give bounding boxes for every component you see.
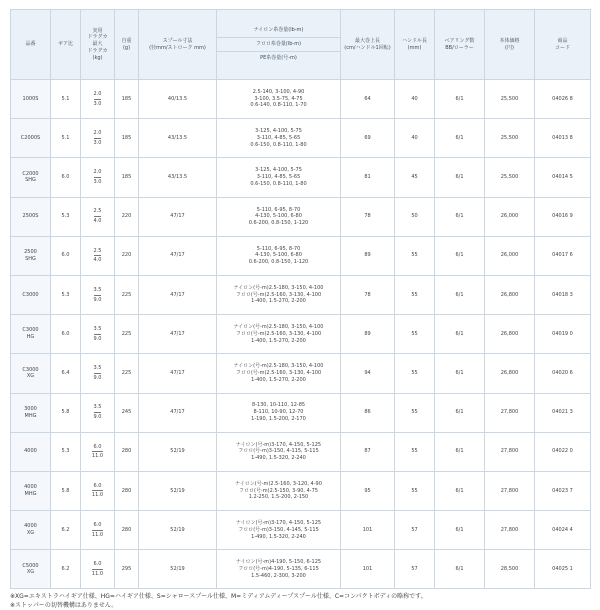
cell-model	[11, 119, 51, 158]
drag-practical: 2.5	[94, 248, 102, 257]
cell-drag	[81, 119, 115, 158]
cell-price: 26,800	[485, 275, 535, 314]
header-line-nylon: ナイロン糸巻量(lb-m)	[253, 27, 304, 34]
cell-weight: 185	[115, 119, 139, 158]
header-code-line: 商品	[557, 37, 568, 44]
model-name-line: XG	[26, 373, 35, 380]
model-name-line: MHG	[24, 412, 37, 419]
cell-gear: 5.1	[51, 80, 81, 119]
cell-drag	[81, 315, 115, 354]
cell-spool: 52/19	[139, 511, 217, 550]
header-weight	[115, 10, 139, 80]
model-name-line: C2000S	[20, 134, 41, 141]
drag-practical: 2.5	[94, 208, 102, 217]
cell-weight: 225	[115, 354, 139, 393]
drag-max: 9.0	[93, 296, 102, 303]
cell-price: 25,500	[485, 119, 535, 158]
drag-fraction	[94, 91, 102, 108]
line-nylon: 8-130, 10-110, 12-85	[251, 402, 306, 409]
cell-retrieve: 78	[341, 275, 395, 314]
cell-weight: 220	[115, 197, 139, 236]
table-row	[11, 315, 591, 354]
cell-model	[11, 197, 51, 236]
reel-spec-table	[10, 9, 591, 589]
cell-weight: 245	[115, 393, 139, 432]
line-fluoro: 3-110, 4-85, 5-65	[256, 134, 301, 141]
line-fluoro: 8-110, 10-90, 12-70	[253, 409, 304, 416]
cell-line-capacity	[217, 119, 341, 158]
drag-practical: 2.0	[94, 91, 102, 100]
cell-handle: 50	[395, 197, 435, 236]
header-model: 品番	[11, 10, 51, 80]
footnote: ※XG=エキストラハイギア仕様、HG=ハイギア仕様、S=シャロースプール仕様、M=ミディアムディープスプール仕様、C=コンパクトボディの略称です。	[10, 593, 427, 601]
cell-retrieve: 78	[341, 197, 395, 236]
cell-model	[11, 432, 51, 471]
cell-handle: 55	[395, 354, 435, 393]
drag-fraction	[94, 248, 102, 265]
line-nylon: 3-125, 4-100, 5-75	[255, 128, 302, 135]
cell-gear: 5.3	[51, 432, 81, 471]
header-bearing-line: ベアリング数	[444, 37, 475, 44]
drag-fraction	[92, 444, 103, 461]
cell-code: 04024 4	[535, 511, 591, 550]
cell-handle: 40	[395, 119, 435, 158]
cell-price: 27,800	[485, 393, 535, 432]
model-name-line: 4000	[24, 523, 37, 530]
cell-retrieve: 94	[341, 354, 395, 393]
cell-bearing: 6/1	[435, 158, 485, 197]
cell-drag	[81, 197, 115, 236]
line-pe: 1.5-460, 2-300, 3-200	[251, 572, 306, 579]
header-code	[535, 10, 591, 80]
drag-practical: 6.0	[92, 561, 103, 570]
cell-drag	[81, 236, 115, 275]
cell-code: 04017 6	[535, 236, 591, 275]
cell-weight: 185	[115, 158, 139, 197]
cell-drag	[81, 471, 115, 510]
cell-drag	[81, 158, 115, 197]
cell-line-capacity	[217, 275, 341, 314]
model-name-line: XG	[26, 530, 35, 537]
cell-model	[11, 236, 51, 275]
cell-model	[11, 393, 51, 432]
cell-model	[11, 158, 51, 197]
cell-weight: 280	[115, 471, 139, 510]
cell-model	[11, 511, 51, 550]
drag-fraction	[94, 365, 102, 382]
line-fluoro: 4-130, 5-100, 6-80	[255, 252, 302, 259]
header-line-fluoro: フロロ糸巻量(lb-m)	[217, 37, 340, 51]
model-name-line: 3000	[24, 405, 37, 412]
model-name-line: SHG	[25, 177, 36, 184]
cell-line-capacity	[217, 550, 341, 589]
line-nylon: ナイロン(号-m)2.5-180, 3-150, 4-100	[233, 363, 324, 370]
line-fluoro: フロロ(号-m)2.5-160, 3-130, 4-100	[235, 370, 322, 377]
cell-gear: 5.8	[51, 471, 81, 510]
cell-gear: 6.0	[51, 158, 81, 197]
cell-spool: 52/19	[139, 432, 217, 471]
cell-gear: 6.2	[51, 511, 81, 550]
line-fluoro: 3-100, 3.5-75, 4-75	[254, 95, 303, 102]
drag-max: 11.0	[91, 453, 104, 460]
cell-bearing: 6/1	[435, 80, 485, 119]
line-pe: 1-400, 1.5-270, 2-200	[251, 376, 306, 383]
header-price-line: 本体価格	[499, 37, 520, 44]
drag-max: 4.0	[93, 218, 102, 225]
cell-line-capacity	[217, 236, 341, 275]
table-row	[11, 119, 591, 158]
header-retrieve	[341, 10, 395, 80]
line-nylon: ナイロン(号-m)2.5-160, 3-120, 4-90	[235, 480, 322, 487]
header-handle-line: ハンドル長	[401, 37, 427, 44]
cell-bearing: 6/1	[435, 393, 485, 432]
line-nylon: ナイロン(号-m)4-190, 5-150, 6-125	[235, 559, 322, 566]
line-fluoro: 3-110, 4-85, 5-65	[256, 174, 301, 181]
header-drag	[81, 10, 115, 80]
header-gear: ギア比	[51, 10, 81, 80]
drag-max: 3.0	[93, 178, 102, 185]
header-weight-line: 自重	[121, 37, 132, 44]
cell-gear: 5.1	[51, 119, 81, 158]
cell-handle: 55	[395, 432, 435, 471]
line-nylon: 2.5-140, 3-100, 4-90	[252, 88, 305, 95]
header-line-pe: PE糸巻量(号-m)	[217, 51, 340, 65]
cell-price: 26,000	[485, 236, 535, 275]
line-nylon: ナイロン(号-m)3-170, 4-150, 5-125	[235, 441, 322, 448]
header-drag-line: 実用	[92, 27, 103, 34]
cell-gear: 6.2	[51, 550, 81, 589]
cell-retrieve: 64	[341, 80, 395, 119]
cell-bearing: 6/1	[435, 236, 485, 275]
cell-bearing: 6/1	[435, 471, 485, 510]
cell-handle: 55	[395, 471, 435, 510]
line-pe: 0.6-150, 0.8-110, 1-80	[250, 141, 307, 148]
table-row	[11, 236, 591, 275]
model-name-line: SHG	[25, 255, 36, 262]
cell-weight: 280	[115, 432, 139, 471]
cell-retrieve: 86	[341, 393, 395, 432]
drag-max: 3.0	[93, 100, 102, 107]
cell-handle: 55	[395, 236, 435, 275]
cell-gear: 5.3	[51, 197, 81, 236]
cell-spool: 47/17	[139, 236, 217, 275]
cell-handle: 55	[395, 275, 435, 314]
line-pe: 1-490, 1.5-320, 2-240	[251, 455, 306, 462]
line-pe: 1-400, 1.5-270, 2-200	[251, 298, 306, 305]
cell-drag	[81, 432, 115, 471]
cell-line-capacity	[217, 80, 341, 119]
drag-fraction	[92, 483, 103, 500]
cell-line-capacity	[217, 471, 341, 510]
cell-weight: 185	[115, 80, 139, 119]
drag-practical: 3.5	[94, 287, 102, 296]
cell-price: 26,800	[485, 354, 535, 393]
cell-weight: 225	[115, 275, 139, 314]
drag-max: 3.0	[93, 139, 102, 146]
cell-code: 04020 6	[535, 354, 591, 393]
cell-bearing: 6/1	[435, 511, 485, 550]
cell-spool: 43/13.5	[139, 119, 217, 158]
cell-retrieve: 69	[341, 119, 395, 158]
line-fluoro: フロロ(号-m)4-190, 5-135, 6-115	[238, 565, 319, 572]
drag-practical: 2.0	[94, 169, 102, 178]
header-drag-line: ドラグカ	[87, 34, 108, 41]
model-name-line: 4000	[24, 448, 37, 455]
cell-spool: 40/13.5	[139, 80, 217, 119]
table-row	[11, 80, 591, 119]
cell-weight: 225	[115, 315, 139, 354]
cell-bearing: 6/1	[435, 119, 485, 158]
cell-retrieve: 101	[341, 550, 395, 589]
table-row	[11, 197, 591, 236]
cell-retrieve: 87	[341, 432, 395, 471]
drag-practical: 6.0	[92, 483, 103, 492]
cell-bearing: 6/1	[435, 275, 485, 314]
header-row	[11, 10, 591, 80]
cell-code: 04019 0	[535, 315, 591, 354]
spec-table-container	[10, 9, 590, 610]
line-pe: 1-400, 1.5-270, 2-200	[251, 337, 306, 344]
cell-bearing: 6/1	[435, 315, 485, 354]
cell-code: 04026 8	[535, 80, 591, 119]
cell-line-capacity	[217, 511, 341, 550]
model-name-line: C5000	[22, 562, 39, 569]
line-pe: 0.6-200, 0.8-150, 1-120	[248, 259, 309, 266]
cell-price: 26,800	[485, 315, 535, 354]
cell-gear: 6.0	[51, 315, 81, 354]
table-row	[11, 158, 591, 197]
cell-spool: 47/17	[139, 197, 217, 236]
drag-max: 11.0	[91, 492, 104, 499]
drag-practical: 3.5	[94, 326, 102, 335]
cell-retrieve: 81	[341, 158, 395, 197]
model-name-line: C2000	[22, 170, 39, 177]
cell-retrieve: 89	[341, 236, 395, 275]
cell-price: 28,500	[485, 550, 535, 589]
cell-price: 26,000	[485, 197, 535, 236]
drag-fraction	[92, 561, 103, 578]
cell-model	[11, 80, 51, 119]
cell-price: 27,800	[485, 471, 535, 510]
cell-drag	[81, 80, 115, 119]
drag-max: 9.0	[93, 414, 102, 421]
drag-max: 9.0	[93, 335, 102, 342]
line-pe: 1-490, 1.5-320, 2-240	[251, 533, 306, 540]
cell-spool: 52/19	[139, 471, 217, 510]
line-nylon: 5-110, 6-95, 8-70	[256, 206, 301, 213]
table-row	[11, 354, 591, 393]
header-handle	[395, 10, 435, 80]
line-nylon: 3-125, 4-100, 5-75	[255, 167, 302, 174]
drag-fraction	[94, 169, 102, 186]
drag-fraction	[94, 326, 102, 343]
model-name-line: C3000	[22, 327, 39, 334]
model-name-line: C3000	[22, 291, 39, 298]
cell-model	[11, 550, 51, 589]
cell-spool: 43/13.5	[139, 158, 217, 197]
drag-fraction	[94, 130, 102, 147]
footnote: ※ストッパーの切替機構はありません。	[10, 601, 118, 609]
drag-practical: 6.0	[92, 444, 103, 453]
cell-retrieve: 95	[341, 471, 395, 510]
line-pe: 0.6-200, 0.8-150, 1-120	[248, 220, 309, 227]
cell-bearing: 6/1	[435, 432, 485, 471]
drag-max: 4.0	[93, 257, 102, 264]
cell-weight: 220	[115, 236, 139, 275]
line-fluoro: 4-130, 5-100, 6-80	[255, 213, 302, 220]
drag-max: 9.0	[93, 374, 102, 381]
cell-weight: 295	[115, 550, 139, 589]
header-retrieve-line: 最大巻上長	[354, 37, 380, 44]
model-name-line: MHG	[24, 490, 37, 497]
model-name-line: C3000	[22, 366, 39, 373]
model-name-line: 1000S	[22, 95, 39, 102]
cell-drag	[81, 275, 115, 314]
cell-spool: 47/17	[139, 354, 217, 393]
cell-handle: 57	[395, 511, 435, 550]
model-name-line: HG	[26, 334, 35, 341]
cell-spool: 52/19	[139, 550, 217, 589]
cell-handle: 45	[395, 158, 435, 197]
line-pe: 1.2-250, 1.5-200, 2-150	[248, 494, 309, 501]
header-bearing	[435, 10, 485, 80]
header-spool-line: (径mm/ストローク mm)	[149, 44, 206, 51]
line-nylon: ナイロン(号-m)2.5-180, 3-150, 4-100	[233, 284, 324, 291]
table-row	[11, 550, 591, 589]
cell-retrieve: 89	[341, 315, 395, 354]
drag-fraction	[94, 404, 102, 421]
table-row	[11, 393, 591, 432]
cell-spool: 47/17	[139, 315, 217, 354]
cell-line-capacity	[217, 158, 341, 197]
header-drag-line: 最大	[92, 41, 103, 48]
header-spool-line: スプール寸法	[162, 37, 193, 44]
line-fluoro: フロロ(号-m)3-150, 4-145, 5-115	[238, 526, 319, 533]
header-bearing-line: BB/ローラー	[445, 44, 474, 51]
cell-bearing: 6/1	[435, 354, 485, 393]
drag-practical: 6.0	[92, 522, 103, 531]
header-spool	[139, 10, 217, 80]
model-name-line: 4000	[24, 484, 37, 491]
table-row	[11, 275, 591, 314]
line-fluoro: フロロ(号-m)2.5-160, 3-130, 4-100	[235, 291, 322, 298]
cell-model	[11, 471, 51, 510]
cell-code: 04021 3	[535, 393, 591, 432]
cell-line-capacity	[217, 315, 341, 354]
drag-fraction	[94, 208, 102, 225]
line-pe: 1-190, 1.5-200, 2-170	[251, 415, 306, 422]
cell-code: 04022 0	[535, 432, 591, 471]
cell-line-capacity	[217, 197, 341, 236]
cell-price: 27,800	[485, 432, 535, 471]
drag-fraction	[92, 522, 103, 539]
drag-max: 11.0	[91, 531, 104, 538]
cell-handle: 55	[395, 393, 435, 432]
cell-line-capacity	[217, 354, 341, 393]
line-nylon: ナイロン(号-m)3-170, 4-150, 5-125	[235, 520, 322, 527]
cell-spool: 47/17	[139, 275, 217, 314]
header-drag-line: (kg)	[92, 54, 103, 61]
cell-code: 04025 1	[535, 550, 591, 589]
cell-price: 25,500	[485, 80, 535, 119]
header-code-line: コード	[554, 44, 570, 51]
table-row	[11, 511, 591, 550]
cell-code: 04023 7	[535, 471, 591, 510]
header-price	[485, 10, 535, 80]
cell-drag	[81, 511, 115, 550]
cell-weight: 280	[115, 511, 139, 550]
footnotes	[10, 593, 590, 609]
cell-price: 27,800	[485, 511, 535, 550]
cell-drag	[81, 393, 115, 432]
header-retrieve-line: (cm/ハンドル1回転)	[344, 44, 391, 51]
cell-gear: 5.3	[51, 275, 81, 314]
line-fluoro: フロロ(号-m)3-150, 4-115, 5-115	[238, 448, 319, 455]
cell-model	[11, 275, 51, 314]
header-handle-line: (mm)	[407, 44, 422, 51]
cell-bearing: 6/1	[435, 197, 485, 236]
line-nylon: 5-110, 6-95, 8-70	[256, 245, 301, 252]
cell-gear: 5.8	[51, 393, 81, 432]
cell-gear: 6.4	[51, 354, 81, 393]
cell-price: 25,500	[485, 158, 535, 197]
cell-retrieve: 101	[341, 511, 395, 550]
cell-code: 04018 3	[535, 275, 591, 314]
table-row	[11, 432, 591, 471]
cell-gear: 6.0	[51, 236, 81, 275]
drag-practical: 3.5	[94, 365, 102, 374]
header-weight-line: (g)	[122, 44, 131, 51]
cell-handle: 57	[395, 550, 435, 589]
line-nylon: ナイロン(号-m)2.5-180, 3-150, 4-100	[233, 324, 324, 331]
cell-model	[11, 315, 51, 354]
model-name-line: 2500S	[22, 213, 39, 220]
header-line-capacity	[217, 10, 341, 80]
cell-handle: 40	[395, 80, 435, 119]
drag-practical: 2.0	[94, 130, 102, 139]
cell-drag	[81, 354, 115, 393]
drag-fraction	[94, 287, 102, 304]
line-fluoro: フロロ(号-m)2.5-150, 3-90, 4-75	[239, 487, 318, 494]
header-drag-line: ドラグカ	[87, 47, 108, 54]
cell-bearing: 6/1	[435, 550, 485, 589]
drag-practical: 3.5	[94, 404, 102, 413]
cell-drag	[81, 550, 115, 589]
cell-line-capacity	[217, 393, 341, 432]
line-pe: 0.6-140, 0.8-110, 1-70	[250, 102, 307, 109]
cell-spool: 47/17	[139, 393, 217, 432]
cell-model	[11, 354, 51, 393]
cell-code: 04014 5	[535, 158, 591, 197]
model-name-line: XG	[26, 569, 35, 576]
drag-max: 11.0	[91, 570, 104, 577]
line-fluoro: フロロ(号-m)2.5-160, 3-130, 4-100	[235, 330, 322, 337]
cell-code: 04016 9	[535, 197, 591, 236]
cell-code: 04013 8	[535, 119, 591, 158]
line-pe: 0.6-150, 0.8-110, 1-80	[250, 180, 307, 187]
cell-handle: 55	[395, 315, 435, 354]
header-price-line: (円)	[505, 44, 514, 51]
spec-table-body	[11, 80, 591, 589]
cell-line-capacity	[217, 432, 341, 471]
table-row	[11, 471, 591, 510]
model-name-line: 2500	[24, 249, 37, 256]
